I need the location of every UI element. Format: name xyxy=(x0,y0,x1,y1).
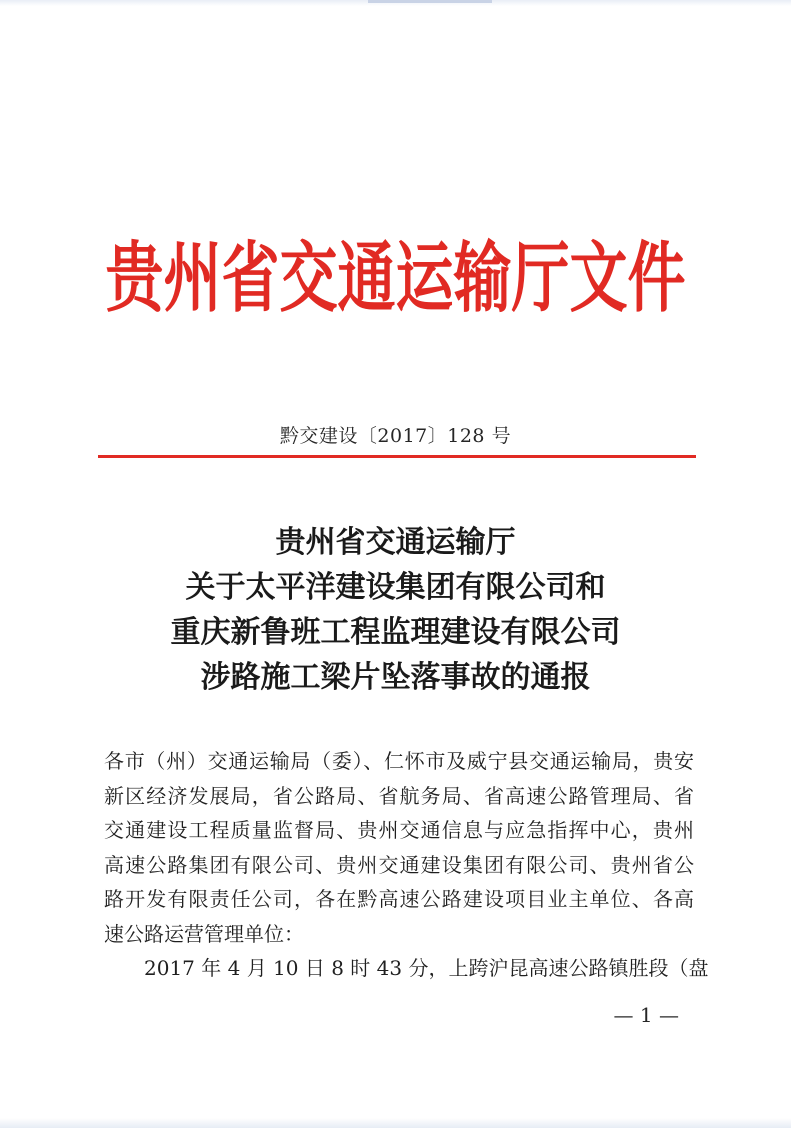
body-line: 速公路运营管理单位： xyxy=(104,921,304,946)
body-line: 路开发有限责任公司，各在黔高速公路建设项目业主单位、各高 xyxy=(104,887,694,911)
notice-title xyxy=(0,520,791,700)
notice-title-line: 重庆新鲁班工程监理建设有限公司 xyxy=(170,615,621,650)
scan-artifact xyxy=(368,0,492,3)
notice-title-line: 贵州省交通运输厅 xyxy=(275,525,516,560)
body-line: 2017 年 4 月 10 日 8 时 43 分，上跨沪昆高速公路镇胜段（盘 xyxy=(144,956,709,980)
body-line: 交通建设工程质量监督局、贵州交通信息与应急指挥中心，贵州 xyxy=(104,818,694,842)
organization-title: 贵州省交通运输厅文件 xyxy=(105,233,686,324)
document-number: 黔交建设〔2017〕128 号 xyxy=(279,425,512,447)
page-number: — 1 — xyxy=(613,1003,679,1027)
scan-edge-bottom xyxy=(0,1118,791,1128)
body-line: 新区经济发展局，省公路局、省航务局、省高速公路管理局、省 xyxy=(104,783,694,808)
body-line: 高速公路集团有限公司、贵州交通建设集团有限公司、贵州省公 xyxy=(104,852,694,877)
notice-title-line: 涉路施工梁片坠落事故的通报 xyxy=(200,660,591,695)
red-divider xyxy=(98,455,696,458)
body-text xyxy=(104,744,709,986)
body-line: 各市（州）交通运输局（委）、仁怀市及威宁县交通运输局，贵安 xyxy=(104,749,694,773)
notice-title-line: 关于太平洋建设集团有限公司和 xyxy=(185,570,606,605)
